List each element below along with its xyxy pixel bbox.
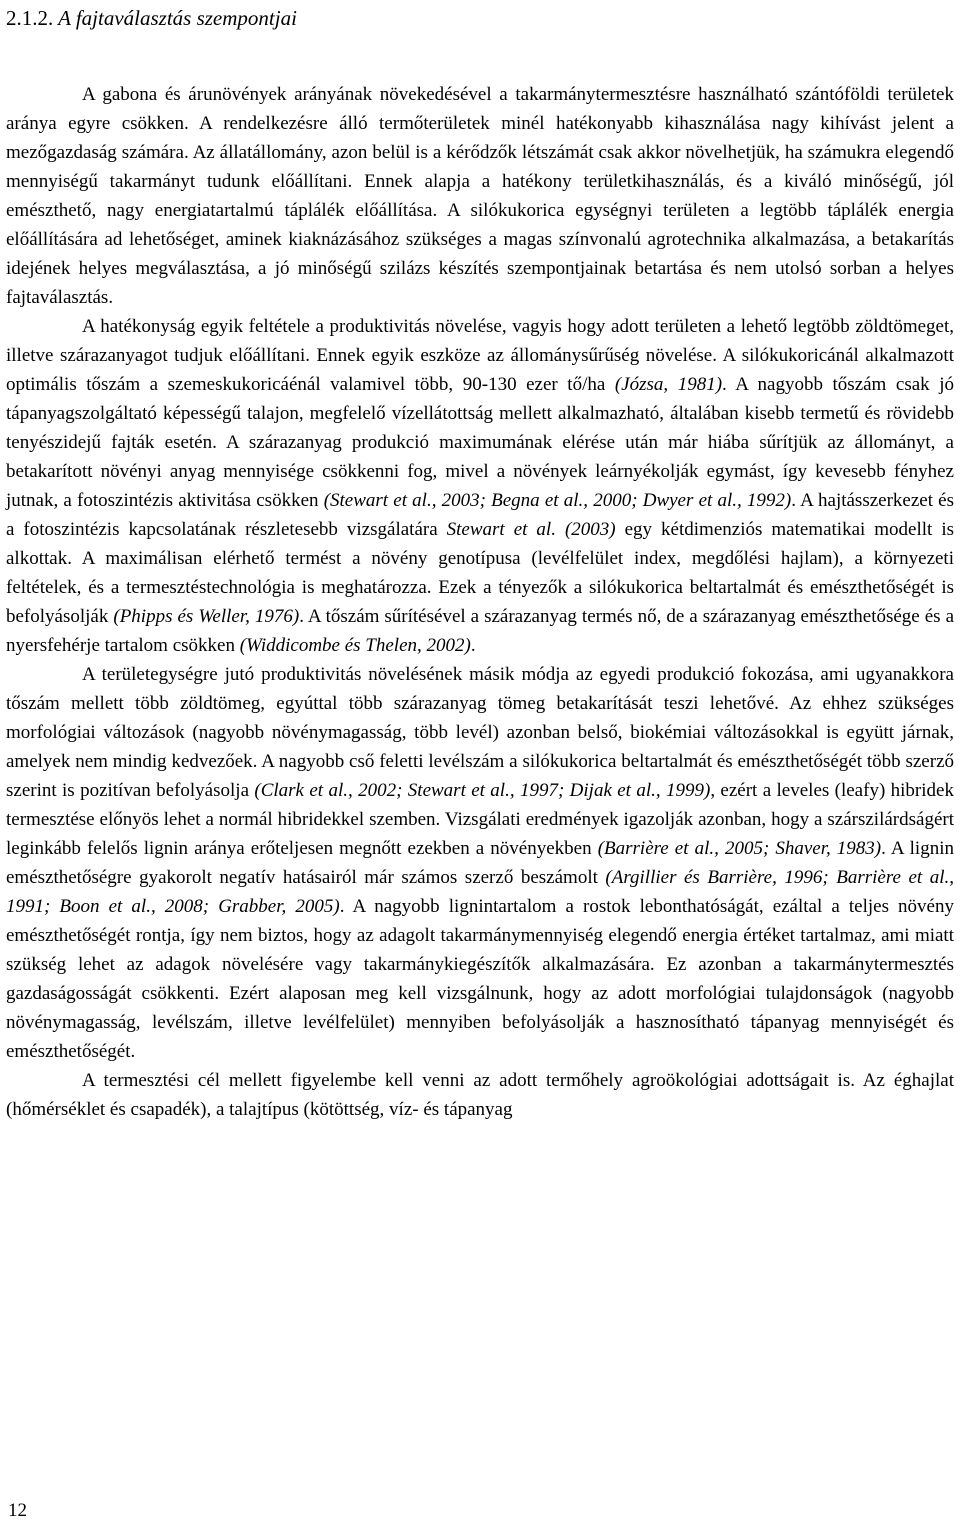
paragraph (6, 312, 954, 660)
text-segment: A területegységre jutó produktivitás növelésének másik módja az egyedi produkció fokozása, ami ugyanakkora tőszám mellett több zöldtömeg, egyúttal több szárazanyag tömeg betakarítását teszi lehetővé. Az ehhez szükséges morfológiai változások (nagyobb növénymagasság, több levél) azonban belső, biokémiai változásokkal is együtt járnak, amelyek nem mindig kedvezőek. A nagyobb cső feletti levélszám a silókukorica beltartalmát és emészthetőségét több szerző szerint is pozitívan befolyásolja (6, 664, 954, 801)
citation: (Stewart et al., 2003; Begna et al., 2000; Dwyer et al., 1992) (323, 490, 792, 511)
citation: (Phipps és Weller, 1976) (113, 606, 300, 627)
paragraph (6, 80, 954, 312)
document-page (6, 0, 954, 1124)
citation: (Argillier és Barrière, 1996; Barrière et al., 1991; Boon et al., 2008; Grabber, 2005) (6, 867, 954, 917)
citation: Stewart et al. (2003) (446, 519, 616, 540)
text-segment: . A nagyobb lignintartalom a rostok lebonthatóságát, ezáltal a teljes növény emészthetőségét rontja, így nem biztos, hogy az adagolt takarmánymennyiség elegendő energia értéket tartalmaz, ami miatt szükség lehet az adagok növelésére vagy takarmánykiegészítők alkalmazására. Ez azonban a takarmánytermesztés gazdaságosságát csökkenti. Ezért alaposan meg kell vizsgálnunk, hogy az adott morfológiai tulajdonságok (nagyobb növénymagasság, levélszám, illetve levélfelület) mennyiben befolyásolják a hasznosítható tápanyag mennyiségét és emészthetőségét. (6, 896, 954, 1062)
text-segment: A hatékonyság egyik feltétele a produktivitás növelése, vagyis hogy adott területen a lehető legtöbb zöldtömeget, illetve szárazanyagot tudjuk előállítani. Ennek egyik eszköze az állománysűrűség növelése. A silókukoricánál alkalmazott optimális tőszám a szemeskukoricáénál valamivel több, 90-130 ezer tő/ha (6, 316, 954, 395)
text-segment: . A hajtásszerkezet és a fotoszintézis kapcsolatának részletesebb vizsgálatára (6, 490, 955, 540)
section-title: A fajtaválasztás szempontjai (58, 6, 297, 30)
text-segment: . A tőszám sűrítésével a szárazanyag termés nő, de a szárazanyag emészthetősége és a nyersfehérje tartalom csökken (6, 606, 955, 656)
text-segment: . (470, 635, 476, 656)
text-segment: A termesztési cél mellett figyelembe kell venni az adott termőhely agroökológiai adottságait is. Az éghajlat (hőmérséklet és csapadék), a talajtípus (kötöttség, víz- és tápanyag (6, 1070, 954, 1120)
text-segment: egy kétdimenziós matematikai modellt is alkottak. A maximálisan elérhető termést a növény genotípusa (levélfelület index, megdőlési hajlam), a környezeti feltételek, és a termesztéstechnológia is meghatározza. Ezek a tényezők a silókukorica beltartalmát és emészthetőségét is befolyásolják (6, 519, 954, 627)
citation: (Clark et al., 2002; Stewart et al., 1997; Dijak et al., 1999) (254, 780, 711, 801)
section-number: 2.1.2. (6, 6, 54, 30)
text-segment: A gabona és árunövények arányának növekedésével a takarmánytermesztésre használható szántóföldi területek aránya egyre csökken. A rendelkezésre álló termőterületek minél hatékonyabb kihasználása nagy kihívást jelent a mezőgazdaság számára. Az állatállomány, azon belül is a kérődzők létszámát csak akkor növelhetjük, ha számukra elegendő mennyiségű takarmányt tudunk előállítani. Ennek alapja a hatékony területkihasználás, és a kiváló minőségű, jól emészthető, nagy energiatartalmú táplálék előállítása. A silókukorica egységnyi területen a legtöbb táplálék energia előállítására ad lehetőséget, aminek kiaknázásához szükséges a magas színvonalú agrotechnika alkalmazása, a betakarítás idejének helyes megválasztása, a jó minőségű szilázs készítés szempontjainak betartása és nem utolsó sorban a helyes fajtaválasztás. (6, 84, 954, 308)
citation: (Widdicombe és Thelen, 2002) (239, 635, 471, 656)
citation: (Józsa, 1981) (614, 374, 723, 395)
section-heading (6, 4, 954, 32)
text-segment: . A lignin emészthetőségre gyakorolt negatív hatásairól már számos szerző beszámolt (6, 838, 954, 888)
text-segment: , ezért a leveles (leafy) hibridek termesztése előnyös lehet a normál hibridekkel szemben. Vizsgálati eredmények igazolják azonban, hogy a szárszilárdságért leginkább felelős lignin aránya erőteljesen megnőtt ezekben a növényekben (6, 780, 954, 859)
body-text (6, 80, 954, 1124)
text-segment: . A nagyobb tőszám csak jó tápanyagszolgáltató képességű talajon, megfelelő vízellátottság mellett alkalmazható, általában kisebb termetű és rövidebb tenyészidejű fajták esetén. A szárazanyag produkció maximumának elérése után már hiába sűrítjük az állományt, a betakarított növényi anyag mennyisége csökkenni fog, mivel a növények leárnyékolják egymást, így kevesebb fényhez jutnak, a fotoszintézis aktivitása csökken (6, 374, 954, 511)
page-number: 12 (8, 1500, 27, 1521)
paragraph (6, 1066, 954, 1124)
citation: (Barrière et al., 2005; Shaver, 1983) (597, 838, 882, 859)
paragraph (6, 660, 954, 1066)
